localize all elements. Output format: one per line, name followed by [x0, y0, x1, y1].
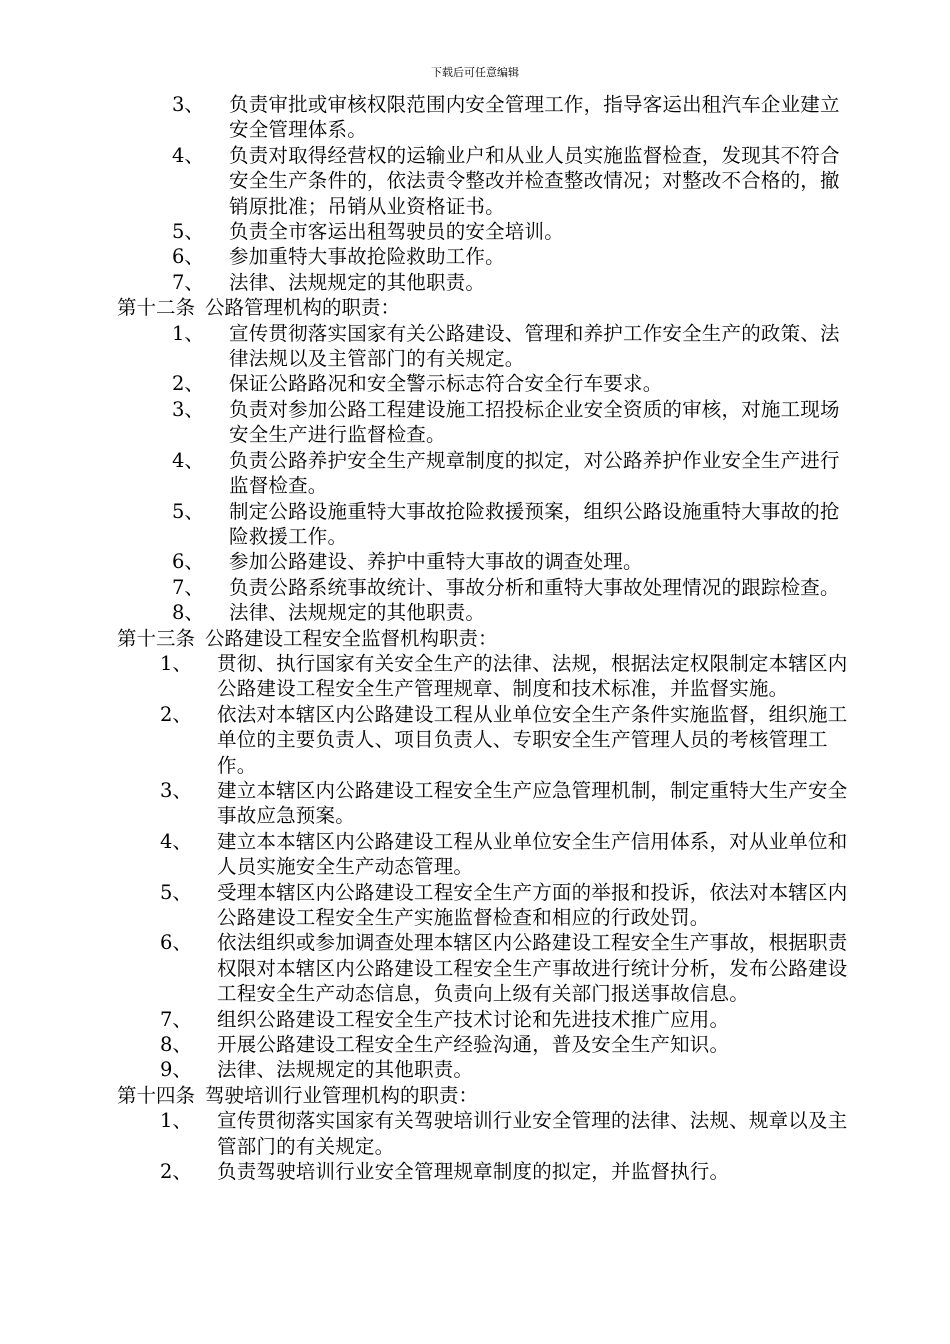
list-item	[0, 1007, 950, 1032]
list-item	[0, 880, 950, 931]
item-text: 建立本本辖区内公路建设工程从业单位安全生产信用体系，对从业单位和人员实施安全生产动态管理。	[217, 829, 848, 879]
list-item	[0, 651, 950, 702]
item-text: 负责审批或审核权限范围内安全管理工作，指导客运出租汽车企业建立安全管理体系。	[229, 93, 840, 142]
item-text: 宣传贯彻落实国家有关驾驶培训行业安全管理的法律、法规、规章以及主管部门的有关规定。	[217, 1109, 848, 1158]
list-item	[0, 371, 950, 396]
item-number: 2、	[172, 372, 204, 396]
list-item	[0, 244, 950, 269]
item-number: 1、	[160, 651, 192, 675]
item-number: 3、	[172, 93, 204, 116]
list-item	[0, 575, 950, 600]
article-label: 第十四条	[117, 1083, 196, 1107]
item-number: 6、	[172, 245, 204, 269]
page-header: 下载后可任意编辑	[431, 66, 519, 79]
list-item	[0, 1032, 950, 1057]
item-text: 依法对本辖区内公路建设工程从业单位安全生产条件实施监督，组织施工单位的主要负责人、项目负责人、专职安全生产管理人员的考核管理工作。	[217, 702, 848, 777]
item-number: 7、	[172, 270, 204, 294]
item-number: 1、	[160, 1109, 192, 1133]
item-number: 9、	[160, 1058, 192, 1082]
article-label: 第十二条	[117, 296, 196, 320]
list-item	[0, 219, 950, 244]
item-text: 依法组织或参加调查处理本辖区内公路建设工程安全生产事故，根据职责权限对本辖区内公路建设工程安全生产事故进行统计分析，发布公路建设工程安全生产动态信息，负责向上级有关部门报送事故信息。	[217, 931, 848, 1006]
item-text: 负责公路养护安全生产规章制度的拟定，对公路养护作业安全生产进行监督检查。	[229, 448, 840, 498]
item-number: 8、	[160, 1033, 192, 1057]
list-item	[0, 702, 950, 778]
list-item	[0, 930, 950, 1006]
item-number: 2、	[160, 1160, 192, 1184]
item-text: 参加公路建设、养护中重特大事故的调查处理。	[229, 550, 643, 574]
list-item	[0, 143, 950, 219]
article-label: 第十三条	[117, 626, 196, 650]
item-number: 7、	[160, 1007, 192, 1031]
list-item	[0, 499, 950, 550]
list-item	[0, 1159, 950, 1184]
item-number: 3、	[160, 778, 192, 802]
item-number: 5、	[172, 220, 204, 244]
list-item	[0, 1057, 950, 1082]
item-text: 法律、法规规定的其他职责。	[229, 270, 486, 294]
list-item	[0, 549, 950, 574]
item-text: 受理本辖区内公路建设工程安全生产方面的举报和投诉，依法对本辖区内公路建设工程安全生产实施监督检查和相应的行政处罚。	[217, 880, 848, 929]
item-number: 1、	[172, 321, 204, 345]
item-text: 宣传贯彻落实国家有关公路建设、管理和养护工作安全生产的政策、法律法规以及主管部门的有关规定。	[229, 321, 840, 371]
item-text: 制定公路设施重特大事故抢险救援预案，组织公路设施重特大事故的抢险救援工作。	[229, 499, 840, 548]
item-text: 建立本辖区内公路建设工程安全生产应急管理机制，制定重特大生产安全事故应急预案。	[217, 778, 848, 828]
item-text: 开展公路建设工程安全生产经验沟通，普及安全生产知识。	[217, 1033, 730, 1057]
item-number: 3、	[172, 397, 204, 421]
list-item	[0, 600, 950, 625]
article-heading-12	[0, 295, 950, 320]
item-text: 组织公路建设工程安全生产技术讨论和先进技术推广应用。	[217, 1007, 730, 1031]
item-number: 5、	[160, 880, 192, 904]
item-number: 8、	[172, 601, 204, 625]
item-number: 4、	[172, 448, 204, 472]
item-text: 负责全市客运出租驾驶员的安全培训。	[229, 220, 564, 244]
document-body	[0, 92, 950, 1184]
list-item	[0, 397, 950, 448]
list-item	[0, 778, 950, 829]
article-heading-13	[0, 626, 950, 651]
list-item	[0, 1108, 950, 1159]
article-title: 公路管理机构的职责：	[205, 296, 401, 320]
item-text: 负责公路系统事故统计、事故分析和重特大事故处理情况的跟踪检查。	[229, 575, 840, 599]
item-text: 负责对取得经营权的运输业户和从业人员实施监督检查，发现其不符合安全生产条件的，依法责令整改并检查整改情况；对整改不合格的，撤销原批准；吊销从业资格证书。	[229, 143, 840, 218]
item-number: 6、	[172, 550, 204, 574]
item-text: 参加重特大事故抢险救助工作。	[229, 245, 505, 269]
item-number: 4、	[172, 143, 204, 167]
item-text: 法律、法规规定的其他职责。	[217, 1058, 474, 1082]
article-heading-14	[0, 1083, 950, 1108]
item-text: 保证公路路况和安全警示标志符合安全行车要求。	[229, 372, 663, 396]
item-text: 贯彻、执行国家有关安全生产的法律、法规，根据法定权限制定本辖区内公路建设工程安全生产管理规章、制度和技术标准，并监督实施。	[217, 651, 848, 701]
article-title: 公路建设工程安全监督机构职责：	[205, 626, 498, 650]
item-number: 2、	[160, 702, 192, 726]
item-number: 7、	[172, 575, 204, 599]
item-number: 5、	[172, 499, 204, 523]
item-number: 4、	[160, 829, 192, 853]
item-number: 6、	[160, 931, 192, 955]
list-item	[0, 829, 950, 880]
list-item	[0, 448, 950, 499]
article-title: 驾驶培训行业管理机构的职责：	[205, 1083, 479, 1107]
item-text: 负责对参加公路工程建设施工招投标企业安全资质的审核，对施工现场安全生产进行监督检查。	[229, 397, 840, 447]
item-text: 法律、法规规定的其他职责。	[229, 601, 486, 625]
item-text: 负责驾驶培训行业安全管理规章制度的拟定，并监督执行。	[217, 1160, 730, 1184]
list-item	[0, 270, 950, 295]
list-item	[0, 92, 950, 143]
list-item	[0, 321, 950, 372]
